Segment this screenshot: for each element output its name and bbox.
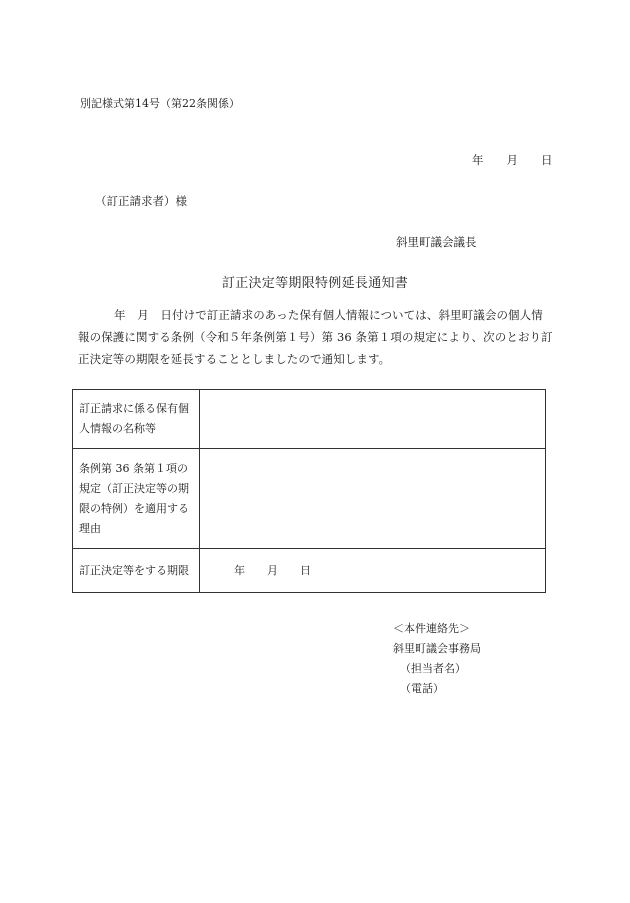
document-title: 訂正決定等期限特例延長通知書 <box>221 276 409 291</box>
row-label-deadline: 訂正決定等をする期限 <box>73 549 200 593</box>
form-number: 別記様式第14号（第22条関係） <box>80 97 240 110</box>
contact-person: （担当者名） <box>400 662 466 675</box>
row-label-reason: 条例第 36 条第１項の規定（訂正決定等の期限の特例）を適用する理由 <box>73 449 200 549</box>
row-value-info-name <box>200 390 546 449</box>
contact-office: 斜里町議会事務局 <box>393 642 481 655</box>
row-value-deadline: 年 月 日 <box>200 549 546 593</box>
issue-date: 年 月 日 <box>472 153 553 167</box>
table-row <box>73 549 546 593</box>
contact-heading: ＜本件連絡先＞ <box>393 622 470 635</box>
row-label-info-name: 訂正請求に係る保有個人情報の名称等 <box>73 390 200 449</box>
contact-phone: （電話） <box>400 682 444 695</box>
info-table <box>72 389 546 593</box>
addressee: （訂正請求者）様 <box>95 194 187 208</box>
table-row <box>73 449 546 549</box>
body-text: 年 月 日付けで訂正請求のあった保有個人情報については、斜里町議会の個人情報の保護に関する条例（令和５年条例第１号）第 36 条第１項の規定により、次のとおり訂正決定等の期限を延長することとしましたので通知します。 <box>78 308 553 366</box>
sender: 斜里町議会議長 <box>396 235 477 249</box>
row-value-reason <box>200 449 546 549</box>
table-row <box>73 390 546 449</box>
